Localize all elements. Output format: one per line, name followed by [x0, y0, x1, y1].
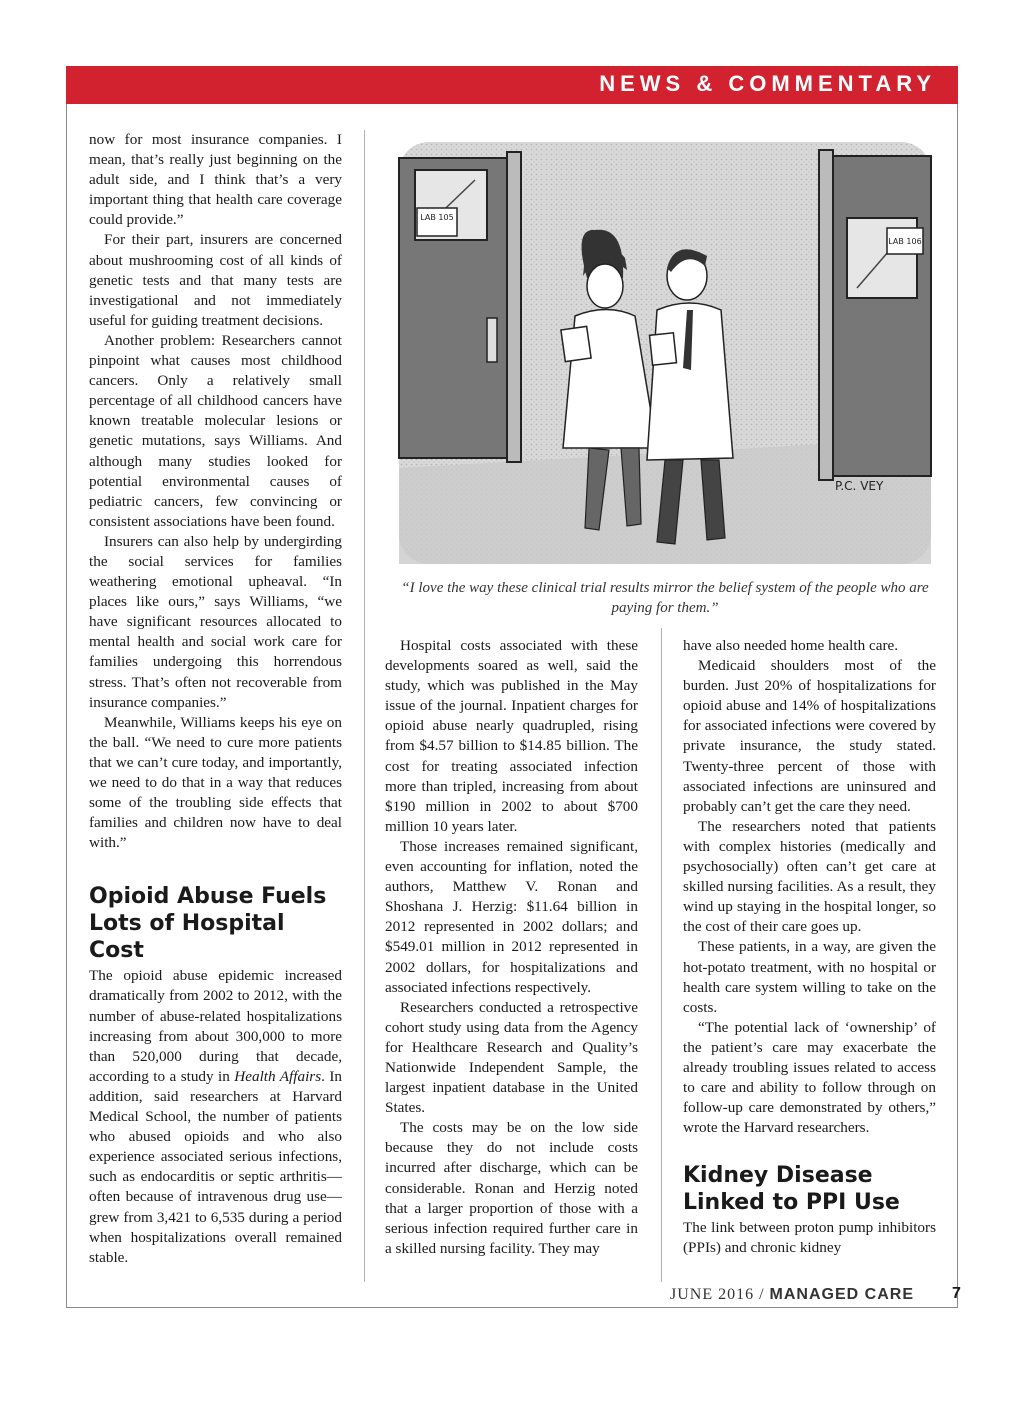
- lab-label-right: LAB 106: [888, 237, 922, 246]
- page-footer: [670, 1286, 914, 1304]
- paragraph: “The potential lack of ‘ownership’ of the patient’s care may exacerbate the already troubling issues related to access to care and ability to follow through on follow-up care demonstrated by others,” wrote the Harvard researchers.: [683, 1018, 936, 1137]
- door-left: [399, 152, 521, 462]
- paragraph: These patients, in a way, are given the hot-potato treatment, with no hospital or health care system willing to take on the costs.: [683, 938, 936, 1016]
- article-column-2: [385, 636, 638, 1259]
- paragraph: Meanwhile, Williams keeps his eye on the ball. “We need to cure more patients that we can’t cure today, and importantly, we need to do that in a way that reduces some of the troubling side effects that families and children now have to deal with.”: [89, 713, 342, 852]
- paragraph: Medicaid shoulders most of the burden. Just 20% of hospitalizations for opioid abuse and 14% of hospitalizations for associated infections were covered by private insurance, the study stated. Twenty-three percent of those with associated infections are uninsured and probably can’t get the care they need.: [683, 657, 936, 815]
- cartoon-caption: “I love the way these clinical trial results mirror the belief system of the people who are paying for them.”: [401, 580, 929, 616]
- paragraph: Another problem: Researchers cannot pinpoint what causes most childhood cancers. Only a relatively small percentage of all childhood cancers have known treatable molecular lesions or genetic mutations, says Williams. And although many studies looked for potential environmental causes of pediatric cancers, few convincing or consistent associations have been found.: [89, 331, 342, 530]
- journal-name: Health Affairs: [234, 1067, 322, 1085]
- cartoonist-signature: P.C. VEY: [835, 479, 884, 493]
- paragraph: have also needed home health care.: [683, 637, 899, 654]
- paper: [649, 333, 676, 365]
- paragraph: The researchers noted that patients with complex histories (medically and psychosocially) often can’t get care at skilled nursing facilities. As a result, they wind up staying in the hospital longer, so the cost of their care goes up.: [683, 817, 936, 936]
- paragraph: Insurers can also help by undergirding the social services for families weathering emotional upheaval. “In places like ours,” says Williams, “we have significant resources allocated to mental health and social work care for families undergoing this horrendous stress. That’s often not recoverable from insurance companies.”: [89, 532, 342, 711]
- cartoon-illustration: [395, 138, 935, 568]
- article-heading-opioid: Opioid Abuse Fuels Lots of Hospital Cost: [89, 884, 327, 964]
- paper: [561, 326, 591, 361]
- paragraph: now for most insurance companies. I mean, that’s really just beginning on the adult side, and I think that’s a very important thing that health care coverage could provide.”: [89, 131, 342, 229]
- paragraph: The costs may be on the low side because they do not include costs incurred after discharge, which can be considerable. Ronan and Herzig noted that a larger proportion of those with a serious infection required further care in a skilled nursing facility. They may: [385, 1119, 638, 1257]
- paragraph: Hospital costs associated with these developments soared as well, said the study, which was published in the May issue of the journal. Inpatient charges for opioid abuse nearly quadrupled, rising from $4.57 billion to $14.85 billion. The cost for treating associated infection more than tripled, increasing from about $190 million in 2002 to about $700 million 10 years later.: [385, 637, 638, 835]
- column-divider-right: [661, 628, 662, 1282]
- article-heading-kidney: Kidney Disease Linked to PPI Use: [683, 1163, 900, 1216]
- footer-separator: /: [754, 1286, 770, 1303]
- text-run: The opioid abuse epidemic increased dramatically from 2002 to 2012, with the number of abuse-related hospitalizations increasing from about 300,000 to more than 520,000 during that decade, according to a study in: [89, 967, 342, 1085]
- paragraph: For their part, insurers are concerned about mushrooming cost of all kinds of genetic tests and that many tests are investigational and not immediately useful for guiding treatment decisions.: [89, 231, 342, 329]
- article-column-3: [683, 636, 936, 1259]
- text-run: . In addition, said researchers at Harvard Medical School, the number of patients who abused opioids and who also experience associated serious infections, such as endocarditis or septic arthritis—often because of intravenous drug use—grew from 3,421 to 6,535 during a period when hospitalizations overall remained stable.: [89, 1067, 342, 1266]
- section-banner: [66, 66, 958, 104]
- paragraph: Those increases remained significant, even accounting for inflation, noted the authors, Matthew V. Ronan and Shoshana J. Herzig: $11.64 billion in 2012 represented in 2002 dollars; and $549.01 million in 2012 represented in 2002 dollars, for hospitalizations and associated infections respectively.: [385, 837, 638, 996]
- paragraph: [89, 966, 342, 1267]
- door-right: [819, 150, 931, 480]
- page-number: 7: [952, 1285, 961, 1302]
- issue-date: JUNE 2016: [669, 1286, 755, 1303]
- magazine-name: MANAGED CARE: [769, 1286, 914, 1303]
- paragraph: Researchers conducted a retrospective cohort study using data from the Agency for Healthcare Research and Quality’s Nationwide Independent Sample, the largest inpatient database in the United States.: [385, 998, 638, 1117]
- paragraph: The link between proton pump inhibitors (PPIs) and chronic kidney: [683, 1219, 936, 1257]
- lab-label-left: LAB 105: [420, 213, 454, 222]
- column-divider-left: [364, 130, 365, 1282]
- door-handle: [487, 318, 497, 362]
- section-title: NEWS & COMMENTARY: [599, 71, 936, 96]
- article-column-1: [89, 130, 342, 1268]
